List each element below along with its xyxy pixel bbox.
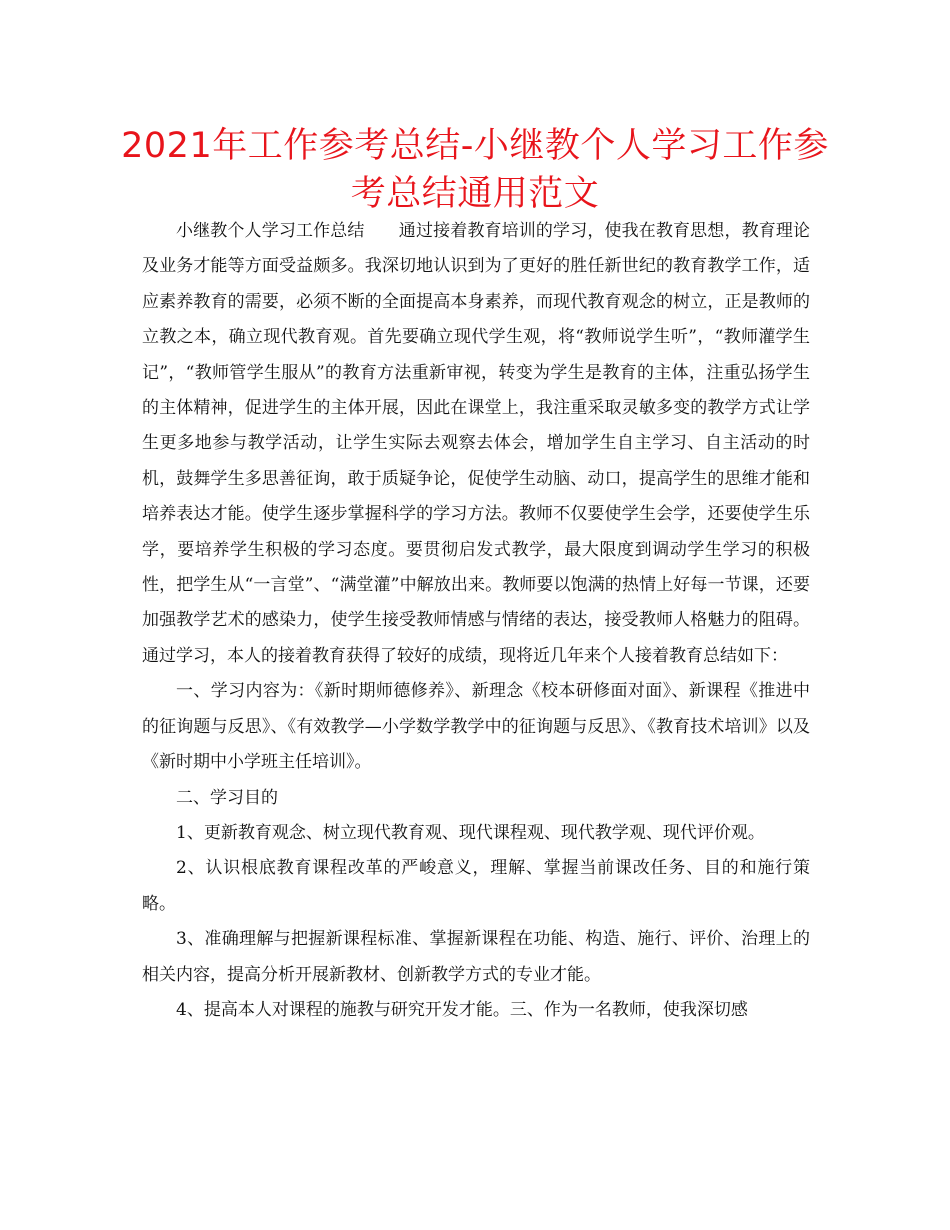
- paragraph-goal-1: 1、更新教育观念、树立现代教育观、现代课程观、现代教学观、现代评价观。: [176, 822, 765, 843]
- document-body: [142, 214, 810, 1028]
- paragraph-goal-3: 3、准确理解与把握新课程标准、掌握新课程在功能、构造、施行、评价、治理上的相关内容，提高分析开展新教材、创新教学方式的专业才能。: [142, 929, 810, 985]
- paragraph-study-goal-heading: 二、学习目的: [176, 787, 278, 808]
- paragraph-intro: 小继教个人学习工作总结 通过接着教育培训的学习，使我在教育思想，教育理论及业务才能等方面受益颇多。我深切地认识到为了更好的胜任新世纪的教育教学工作，适应素养教育的需要，必须不断的全面提高本身素养，而现代教育观念的树立，正是教师的立教之本，确立现代教育观。首先要确立现代学生观，将“教师说学生听”，“教师灌学生记”，“教师管学生服从”的教育方法重新审视，转变为学生是教育的主体，注重弘扬学生的主体精神，促进学生的主体开展，因此在课堂上，我注重采取灵敏多变的教学方式让学生更多地参与教学活动，让学生实际去观察去体会，增加学生自主学习、自主活动的时机，鼓舞学生多思善征询，敢于质疑争论，促使学生动脑、动口，提高学生的思维才能和培养表达才能。使学生逐步掌握科学的学习方法。教师不仅要使学生会学，还要使学生乐学，要培养学生积极的学习态度。要贯彻启发式教学，最大限度到调动学生学习的积极性，把学生从“一言堂”、“满堂灌”中解放出来。教师要以饱满的热情上好每一节课，还要加强教学艺术的感染力，使学生接受教师情感与情绪的表达，接受教师人格魅力的阻碍。通过学习，本人的接着教育获得了较好的成绩，现将近几年来个人接着教育总结如下：: [142, 221, 810, 666]
- document-title: 2021年工作参考总结-小继教个人学习工作参考总结通用范文: [121, 126, 829, 214]
- paragraph-goal-2: 2、认识根底教育课程改革的严峻意义，理解、掌握当前课改任务、目的和施行策略。: [142, 858, 810, 914]
- paragraph-goal-4: 4、提高本人对课程的施教与研究开发才能。三、作为一名教师，使我深切感: [176, 999, 748, 1020]
- paragraph-study-content: 一、学习内容为：《新时期师德修养》、新理念《校本研修面对面》、新课程《推进中的征询题与反思》、《有效教学—小学数学教学中的征询题与反思》、《教育技术培训》以及《新时期中小学班主任培训》。: [142, 681, 810, 773]
